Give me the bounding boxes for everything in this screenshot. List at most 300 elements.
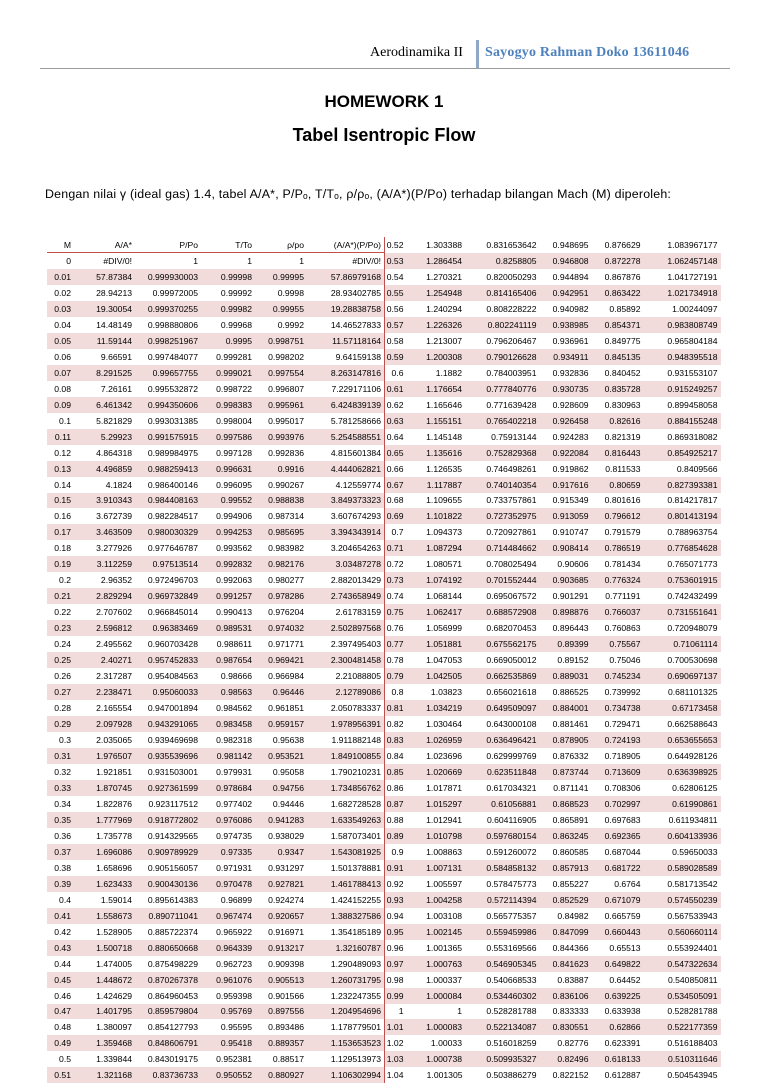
value-cell: 1.303388 [410, 237, 466, 253]
value-cell: 14.46527833 [307, 317, 384, 333]
value-cell: 57.87384 [77, 269, 135, 285]
table-row [47, 812, 384, 828]
value-cell: 3.849373323 [307, 493, 384, 509]
value-cell: 1.002145 [410, 924, 466, 940]
mach-cell: 0.76 [385, 620, 410, 636]
table-row [385, 924, 721, 940]
value-cell: 0.830551 [540, 1019, 592, 1035]
table-row [385, 876, 721, 892]
value-cell: 0.991575915 [135, 429, 201, 445]
value-cell: 1.056999 [410, 620, 466, 636]
value-cell: 0.636496421 [466, 732, 540, 748]
value-cell: 0.629999769 [466, 748, 540, 764]
value-cell: 0.854925217 [644, 445, 721, 461]
value-cell: 0.995532872 [135, 381, 201, 397]
table-row [47, 620, 384, 636]
value-cell: 0.811533 [592, 461, 644, 477]
mach-cell: 0.7 [385, 524, 410, 540]
table-row [385, 397, 721, 413]
mach-cell: 0.1 [47, 413, 77, 429]
mach-cell: 0.46 [47, 988, 77, 1004]
value-cell: 0.992063 [201, 572, 255, 588]
value-cell: 8.291525 [77, 365, 135, 381]
value-cell: 1.000738 [410, 1051, 466, 1067]
value-cell: 1.200308 [410, 349, 466, 365]
value-cell: 0.908414 [540, 540, 592, 556]
value-cell: #DIV/0! [307, 253, 384, 269]
value-cell: 2.61783159 [307, 604, 384, 620]
table-row [385, 317, 721, 333]
mach-cell: 1.03 [385, 1051, 410, 1067]
value-cell: 1 [201, 253, 255, 269]
value-cell: 0.849775 [592, 333, 644, 349]
value-cell: 1.558673 [77, 908, 135, 924]
value-cell: 1.030464 [410, 716, 466, 732]
value-cell: 0.99657755 [135, 365, 201, 381]
value-cell: 7.26161 [77, 381, 135, 397]
value-cell: 0.997484077 [135, 349, 201, 365]
value-cell: 1.004258 [410, 892, 466, 908]
value-cell: 1.021734918 [644, 285, 721, 301]
value-cell: 0.90606 [540, 556, 592, 572]
mach-cell: 0.8 [385, 684, 410, 700]
value-cell: 0.950552 [201, 1067, 255, 1083]
value-cell: 1.260731795 [307, 972, 384, 988]
value-cell: 0.930735 [540, 381, 592, 397]
value-cell: 0.752829368 [466, 445, 540, 461]
mach-cell: 0.9 [385, 844, 410, 860]
value-cell: 0.959398 [201, 988, 255, 1004]
value-cell: 0.971931 [201, 860, 255, 876]
value-cell: 1.339844 [77, 1051, 135, 1067]
value-cell: 0.633938 [592, 1004, 644, 1020]
value-cell: 0.8409566 [644, 461, 721, 477]
value-cell: 0.993976 [255, 429, 307, 445]
value-cell: 0.822152 [540, 1067, 592, 1083]
table-row [47, 988, 384, 1004]
value-cell: 1.165646 [410, 397, 466, 413]
value-cell: 19.28838758 [307, 301, 384, 317]
value-cell: 0.559459986 [466, 924, 540, 940]
table-row [385, 780, 721, 796]
value-cell: 0.999281 [201, 349, 255, 365]
value-cell: 0.972496703 [135, 572, 201, 588]
mach-cell: 0.95 [385, 924, 410, 940]
value-cell: 0.901291 [540, 588, 592, 604]
value-cell: 1.117887 [410, 477, 466, 493]
value-cell: 0.95638 [255, 732, 307, 748]
value-cell: 11.57118164 [307, 333, 384, 349]
value-cell: 0.682070453 [466, 620, 540, 636]
table-row [47, 1035, 384, 1051]
value-cell: 0.994253 [201, 524, 255, 540]
value-cell: 0.96383469 [135, 620, 201, 636]
value-cell: 0.854371 [592, 317, 644, 333]
value-cell: 0.982318 [201, 732, 255, 748]
mach-cell: 0.75 [385, 604, 410, 620]
value-cell: 0.928609 [540, 397, 592, 413]
mach-cell: 0.4 [47, 892, 77, 908]
value-cell: 0.942951 [540, 285, 592, 301]
value-cell: 19.30054 [77, 301, 135, 317]
value-cell: 0.989984975 [135, 445, 201, 461]
table-row [47, 445, 384, 461]
value-cell: 1.321168 [77, 1067, 135, 1083]
value-cell: 0.745234 [592, 668, 644, 684]
value-cell: 0.987654 [201, 652, 255, 668]
value-cell: 0.790126628 [466, 349, 540, 365]
mach-cell: 0.38 [47, 860, 77, 876]
value-cell: 0.540850811 [644, 972, 721, 988]
value-cell: 2.397495403 [307, 636, 384, 652]
table-row [385, 461, 721, 477]
value-cell: 0.99955 [255, 301, 307, 317]
value-cell: 0.84982 [540, 908, 592, 924]
value-cell: 0.964339 [201, 940, 255, 956]
value-cell: 2.707602 [77, 604, 135, 620]
value-cell: 1.020669 [410, 764, 466, 780]
value-cell: 0.966845014 [135, 604, 201, 620]
value-cell: 0.999021 [201, 365, 255, 381]
table-row [47, 716, 384, 732]
value-cell: 0.865891 [540, 812, 592, 828]
value-cell: 1.623433 [77, 876, 135, 892]
value-cell: 0.99982 [201, 301, 255, 317]
value-cell: 0.890711041 [135, 908, 201, 924]
mach-cell: 0.77 [385, 636, 410, 652]
value-cell: 0.914329565 [135, 828, 201, 844]
mach-cell: 0.03 [47, 301, 77, 317]
value-cell: 0.753601915 [644, 572, 721, 588]
value-cell: 0.623511848 [466, 764, 540, 780]
value-cell: 1 [135, 253, 201, 269]
value-cell: 0.909398 [255, 956, 307, 972]
mach-cell: 0.22 [47, 604, 77, 620]
value-cell: 1.000337 [410, 972, 466, 988]
mach-cell: 0.31 [47, 748, 77, 764]
value-cell: 0.845135 [592, 349, 644, 365]
value-cell: 4.815601384 [307, 445, 384, 461]
value-cell: 0.671079 [592, 892, 644, 908]
value-cell: 1.023696 [410, 748, 466, 764]
value-cell: 1.1882 [410, 365, 466, 381]
value-cell: 1.074192 [410, 572, 466, 588]
value-cell: 0.604116905 [466, 812, 540, 828]
value-cell: 0.961076 [201, 972, 255, 988]
table-row [385, 349, 721, 365]
value-cell: 0.903685 [540, 572, 592, 588]
value-cell: 0.701552444 [466, 572, 540, 588]
table-row [47, 796, 384, 812]
table-row [47, 700, 384, 716]
value-cell: 2.596812 [77, 620, 135, 636]
value-cell: 2.165554 [77, 700, 135, 716]
value-cell: 0.516188403 [644, 1035, 721, 1051]
value-cell: 0.584858132 [466, 860, 540, 876]
value-cell: 4.864318 [77, 445, 135, 461]
value-cell: 0.900430136 [135, 876, 201, 892]
value-cell: 1.062417 [410, 604, 466, 620]
value-cell: 0.962723 [201, 956, 255, 972]
value-cell: 0.734738 [592, 700, 644, 716]
value-cell: 0.978684 [201, 780, 255, 796]
table-row [47, 828, 384, 844]
value-cell: 0.61990861 [644, 796, 721, 812]
mach-cell: 0.34 [47, 796, 77, 812]
mach-cell: 1.01 [385, 1019, 410, 1035]
value-cell: 0.969732849 [135, 588, 201, 604]
mach-cell: 0.52 [385, 237, 410, 253]
value-cell: 0.67173458 [644, 700, 721, 716]
mach-cell: 0.02 [47, 285, 77, 301]
value-cell: 0.999370255 [135, 301, 201, 317]
value-cell: 0.97335 [201, 844, 255, 860]
value-cell: 0.692365 [592, 828, 644, 844]
value-cell: 0.961851 [255, 700, 307, 716]
value-cell: 0.922084 [540, 445, 592, 461]
value-cell: 0.843019175 [135, 1051, 201, 1067]
value-cell: 0.977402 [201, 796, 255, 812]
table-row [385, 493, 721, 509]
value-cell: 0.989531 [201, 620, 255, 636]
value-cell: 4.444062821 [307, 461, 384, 477]
value-cell: 0.835728 [592, 381, 644, 397]
value-cell: 0.871141 [540, 780, 592, 796]
mach-cell: 0.27 [47, 684, 77, 700]
value-cell: 0.95595 [201, 1019, 255, 1035]
mach-cell: 0.85 [385, 764, 410, 780]
table-row [47, 461, 384, 477]
table-row [47, 908, 384, 924]
value-cell: 0.713609 [592, 764, 644, 780]
table-row [385, 445, 721, 461]
mach-cell: 0 [47, 253, 77, 269]
value-cell: 0.99995 [255, 269, 307, 285]
table-row [47, 572, 384, 588]
value-cell: 0.687044 [592, 844, 644, 860]
table-row [47, 1067, 384, 1083]
mach-cell: 0.39 [47, 876, 77, 892]
column-header: P/Po [135, 237, 201, 253]
mach-cell: 0.66 [385, 461, 410, 477]
value-cell: 0.99972005 [135, 285, 201, 301]
value-cell: 0.915249257 [644, 381, 721, 397]
table-row [385, 285, 721, 301]
table-row [385, 477, 721, 493]
value-cell: 1.790210231 [307, 764, 384, 780]
value-cell: 0.897556 [255, 1004, 307, 1020]
value-cell: 0.581713542 [644, 876, 721, 892]
value-cell: 0.97513514 [135, 556, 201, 572]
value-cell: 9.64159138 [307, 349, 384, 365]
table-row [47, 604, 384, 620]
mach-cell: 0.29 [47, 716, 77, 732]
value-cell: 0.708306 [592, 780, 644, 796]
value-cell: 1.424629 [77, 988, 135, 1004]
value-cell: 0.98563 [201, 684, 255, 700]
mach-cell: 0.68 [385, 493, 410, 509]
value-cell: 0.948695 [540, 237, 592, 253]
value-cell: 0.83736733 [135, 1067, 201, 1083]
value-cell: 0.938029 [255, 828, 307, 844]
value-cell: 0.560660114 [644, 924, 721, 940]
value-cell: 1.155151 [410, 413, 466, 429]
value-cell: 0.776854628 [644, 540, 721, 556]
table-row [385, 652, 721, 668]
value-cell: 0.574550239 [644, 892, 721, 908]
value-cell: 0.998004 [201, 413, 255, 429]
table-row [47, 652, 384, 668]
table-row [385, 1067, 721, 1083]
value-cell: 0.852529 [540, 892, 592, 908]
mach-cell: 0.65 [385, 445, 410, 461]
table-row [385, 508, 721, 524]
value-cell: 0.993562 [201, 540, 255, 556]
table-row [385, 413, 721, 429]
value-cell: 1.126535 [410, 461, 466, 477]
mach-cell: 0.84 [385, 748, 410, 764]
value-cell: 0.899458058 [644, 397, 721, 413]
value-cell: 0.534460302 [466, 988, 540, 1004]
value-cell: 0.938985 [540, 317, 592, 333]
value-cell: 0.910747 [540, 524, 592, 540]
value-cell: 0.836106 [540, 988, 592, 1004]
value-cell: 0.913059 [540, 508, 592, 524]
value-cell: 0.718905 [592, 748, 644, 764]
table-row [47, 540, 384, 556]
value-cell: 0.969421 [255, 652, 307, 668]
value-cell: 1.254948 [410, 285, 466, 301]
value-cell: 0.992836 [255, 445, 307, 461]
value-cell: 0.995017 [255, 413, 307, 429]
value-cell: 0.886525 [540, 684, 592, 700]
value-cell: 1.015297 [410, 796, 466, 812]
value-cell: 0.516018259 [466, 1035, 540, 1051]
mach-cell: 0.18 [47, 540, 77, 556]
mach-cell: 0.19 [47, 556, 77, 572]
value-cell: 0.62866 [592, 1019, 644, 1035]
mach-cell: 0.04 [47, 317, 77, 333]
value-cell: 1.083967177 [644, 237, 721, 253]
value-cell: 28.93402785 [307, 285, 384, 301]
value-cell: 1.978956391 [307, 716, 384, 732]
value-cell: 0.656021618 [466, 684, 540, 700]
value-cell: 0.612887 [592, 1067, 644, 1083]
value-cell: 0.983808749 [644, 317, 721, 333]
value-cell: 0.873744 [540, 764, 592, 780]
table-row [385, 812, 721, 828]
mach-cell: 0.01 [47, 269, 77, 285]
value-cell: 4.1824 [77, 477, 135, 493]
table-row [385, 1004, 721, 1020]
value-cell: 3.394343914 [307, 524, 384, 540]
value-cell: 0.889357 [255, 1035, 307, 1051]
value-cell: 8.263147816 [307, 365, 384, 381]
value-cell: 7.229171106 [307, 381, 384, 397]
value-cell: 1.474005 [77, 956, 135, 972]
value-cell: 1.080571 [410, 556, 466, 572]
value-cell: 0.971771 [255, 636, 307, 652]
value-cell: 0.675562175 [466, 636, 540, 652]
value-cell: 5.821829 [77, 413, 135, 429]
value-cell: 0.909789929 [135, 844, 201, 860]
table-row [385, 381, 721, 397]
table-row [47, 477, 384, 493]
value-cell: 1.448672 [77, 972, 135, 988]
mach-cell: 0.71 [385, 540, 410, 556]
value-cell: 0.649509097 [466, 700, 540, 716]
value-cell: 0.96446 [255, 684, 307, 700]
value-cell: 1.587073401 [307, 828, 384, 844]
mach-cell: 0.98 [385, 972, 410, 988]
value-cell: 0.61056881 [466, 796, 540, 812]
table-row [47, 333, 384, 349]
value-cell: 1.026959 [410, 732, 466, 748]
value-cell: 0.878905 [540, 732, 592, 748]
value-cell: 0.966984 [255, 668, 307, 684]
value-cell: 0.522177359 [644, 1019, 721, 1035]
value-cell: 0.94446 [255, 796, 307, 812]
value-cell: 0.82776 [540, 1035, 592, 1051]
value-cell: 0.89152 [540, 652, 592, 668]
value-cell: 0.918772802 [135, 812, 201, 828]
table-row [385, 429, 721, 445]
value-cell: 0.868523 [540, 796, 592, 812]
value-cell: 0.978286 [255, 588, 307, 604]
value-cell: 0.830963 [592, 397, 644, 413]
value-cell: 0.992832 [201, 556, 255, 572]
value-cell: 0.75567 [592, 636, 644, 652]
value-cell: 0.589028589 [644, 860, 721, 876]
table-row [47, 940, 384, 956]
value-cell: 0.957452833 [135, 652, 201, 668]
header-rule [40, 68, 730, 69]
mach-cell: 0.36 [47, 828, 77, 844]
value-cell: 0.534505091 [644, 988, 721, 1004]
value-cell: 0.974032 [255, 620, 307, 636]
value-cell: 0.565775357 [466, 908, 540, 924]
value-cell: 0.89399 [540, 636, 592, 652]
value-cell: 0.681722 [592, 860, 644, 876]
value-cell: 0.998251967 [135, 333, 201, 349]
value-cell: 0.776324 [592, 572, 644, 588]
value-cell: 1.000763 [410, 956, 466, 972]
value-cell: 0.984408163 [135, 493, 201, 509]
value-cell: 0.919862 [540, 461, 592, 477]
column-header: A/A* [77, 237, 135, 253]
value-cell: 0.662535869 [466, 668, 540, 684]
value-cell: 1.010798 [410, 828, 466, 844]
value-cell: 3.112259 [77, 556, 135, 572]
value-cell: 1.153653523 [307, 1035, 384, 1051]
value-cell: 0.99998 [201, 269, 255, 285]
value-cell: 0.771639428 [466, 397, 540, 413]
value-cell: 0.913217 [255, 940, 307, 956]
value-cell: 0.927821 [255, 876, 307, 892]
value-cell: 1.658696 [77, 860, 135, 876]
value-cell: 1.911882148 [307, 732, 384, 748]
value-cell: 1.042505 [410, 668, 466, 684]
value-cell: 0.998383 [201, 397, 255, 413]
mach-cell: 0.21 [47, 588, 77, 604]
mach-cell: 0.33 [47, 780, 77, 796]
value-cell: 0.994906 [201, 508, 255, 524]
value-cell: 0.863422 [592, 285, 644, 301]
value-cell: 1.270321 [410, 269, 466, 285]
value-cell: 0.720927861 [466, 524, 540, 540]
value-cell: 0.700530698 [644, 652, 721, 668]
value-cell: 1.500718 [77, 940, 135, 956]
